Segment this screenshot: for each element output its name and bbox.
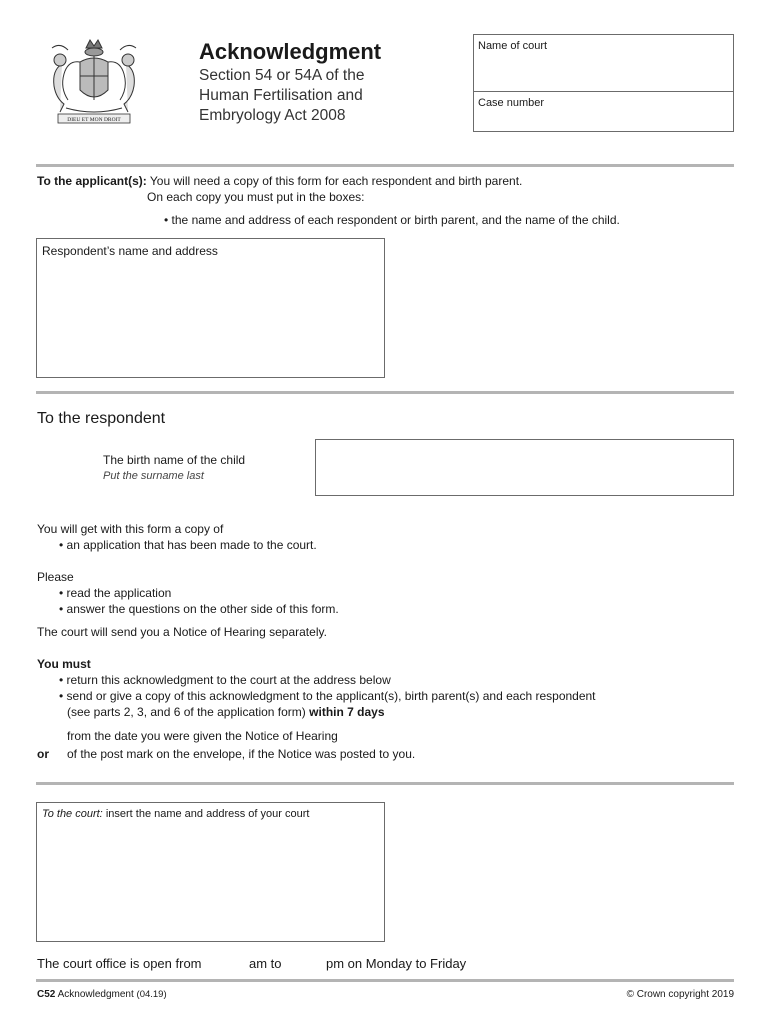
applicant-line1: You will need a copy of this form for each respondent and birth parent. xyxy=(149,174,523,188)
footer-form-id xyxy=(37,989,167,1001)
postmark-line: of the post mark on the envelope, if the Notice was posted to you. xyxy=(67,747,416,761)
respondent-name-address-field[interactable] xyxy=(36,238,385,378)
form-subtitle xyxy=(199,66,364,126)
must-bullet-cont xyxy=(67,705,385,720)
case-number-label: Case number xyxy=(478,97,545,109)
respondent-box-label: Respondent’s name and address xyxy=(42,244,218,258)
from-line: from the date you were given the Notice of Hearing xyxy=(67,729,338,743)
divider xyxy=(36,391,734,394)
form-code: C52 xyxy=(37,989,56,1000)
or-word: or xyxy=(37,747,49,761)
applicant-instructions xyxy=(37,174,522,189)
divider xyxy=(36,782,734,785)
divider xyxy=(36,164,734,167)
subtitle-line: Section 54 or 54A of the xyxy=(199,67,365,84)
case-number-field[interactable] xyxy=(473,91,734,132)
child-name-hint: Put the surname last xyxy=(103,470,204,482)
get-bullet: • an application that has been made to the court. xyxy=(59,538,317,553)
respondent-heading: To the respondent xyxy=(37,410,166,427)
crest-motto: DIEU ET MON DROIT xyxy=(67,117,121,123)
applicant-line2: On each copy you must put in the boxes: xyxy=(147,190,365,204)
applicant-heading: To the applicant(s): xyxy=(37,174,147,188)
footer-copyright: © Crown copyright 2019 xyxy=(626,989,734,1000)
get-line: You will get with this form a copy of xyxy=(37,522,224,536)
office-open-from: The court office is open from xyxy=(37,956,202,971)
form-title: Acknowledgment xyxy=(199,39,382,64)
please-bullet: • answer the questions on the other side of this form. xyxy=(59,602,339,617)
form-version: (04.19) xyxy=(136,989,167,1000)
court-box-label-italic: To the court: xyxy=(42,808,103,820)
form-name: Acknowledgment xyxy=(57,989,134,1000)
please-label: Please xyxy=(37,570,74,584)
court-address-field[interactable] xyxy=(36,802,385,942)
notice-line: The court will send you a Notice of Hearing separately. xyxy=(37,625,327,639)
subtitle-line: Human Fertilisation and xyxy=(199,87,363,104)
office-am-to: am to xyxy=(249,956,282,971)
office-pm-days: pm on Monday to Friday xyxy=(326,956,467,971)
court-box-label xyxy=(42,807,309,821)
divider xyxy=(36,979,734,982)
child-birth-name-field[interactable] xyxy=(315,439,734,496)
court-box-label-rest: insert the name and address of your court xyxy=(105,808,310,820)
royal-coat-of-arms-icon xyxy=(38,34,150,130)
must-bullet: • return this acknowledgment to the court at the address below xyxy=(59,673,391,688)
must-heading: You must xyxy=(37,657,91,671)
court-name-label: Name of court xyxy=(478,40,548,52)
please-bullet: • read the application xyxy=(59,586,171,601)
must-bullet: • send or give a copy of this acknowledgment to the applicant(s), birth parent(s) and each respondent xyxy=(59,689,596,704)
subtitle-line: Embryology Act 2008 xyxy=(199,107,346,124)
must-bullet-cont-text: (see parts 2, 3, and 6 of the application form) xyxy=(67,705,306,719)
applicant-bullet: • the name and address of each respondent or birth parent, and the name of the child. xyxy=(164,213,620,228)
within-days: within 7 days xyxy=(309,705,385,719)
child-name-label: The birth name of the child xyxy=(103,453,246,467)
court-name-field[interactable] xyxy=(473,34,734,92)
